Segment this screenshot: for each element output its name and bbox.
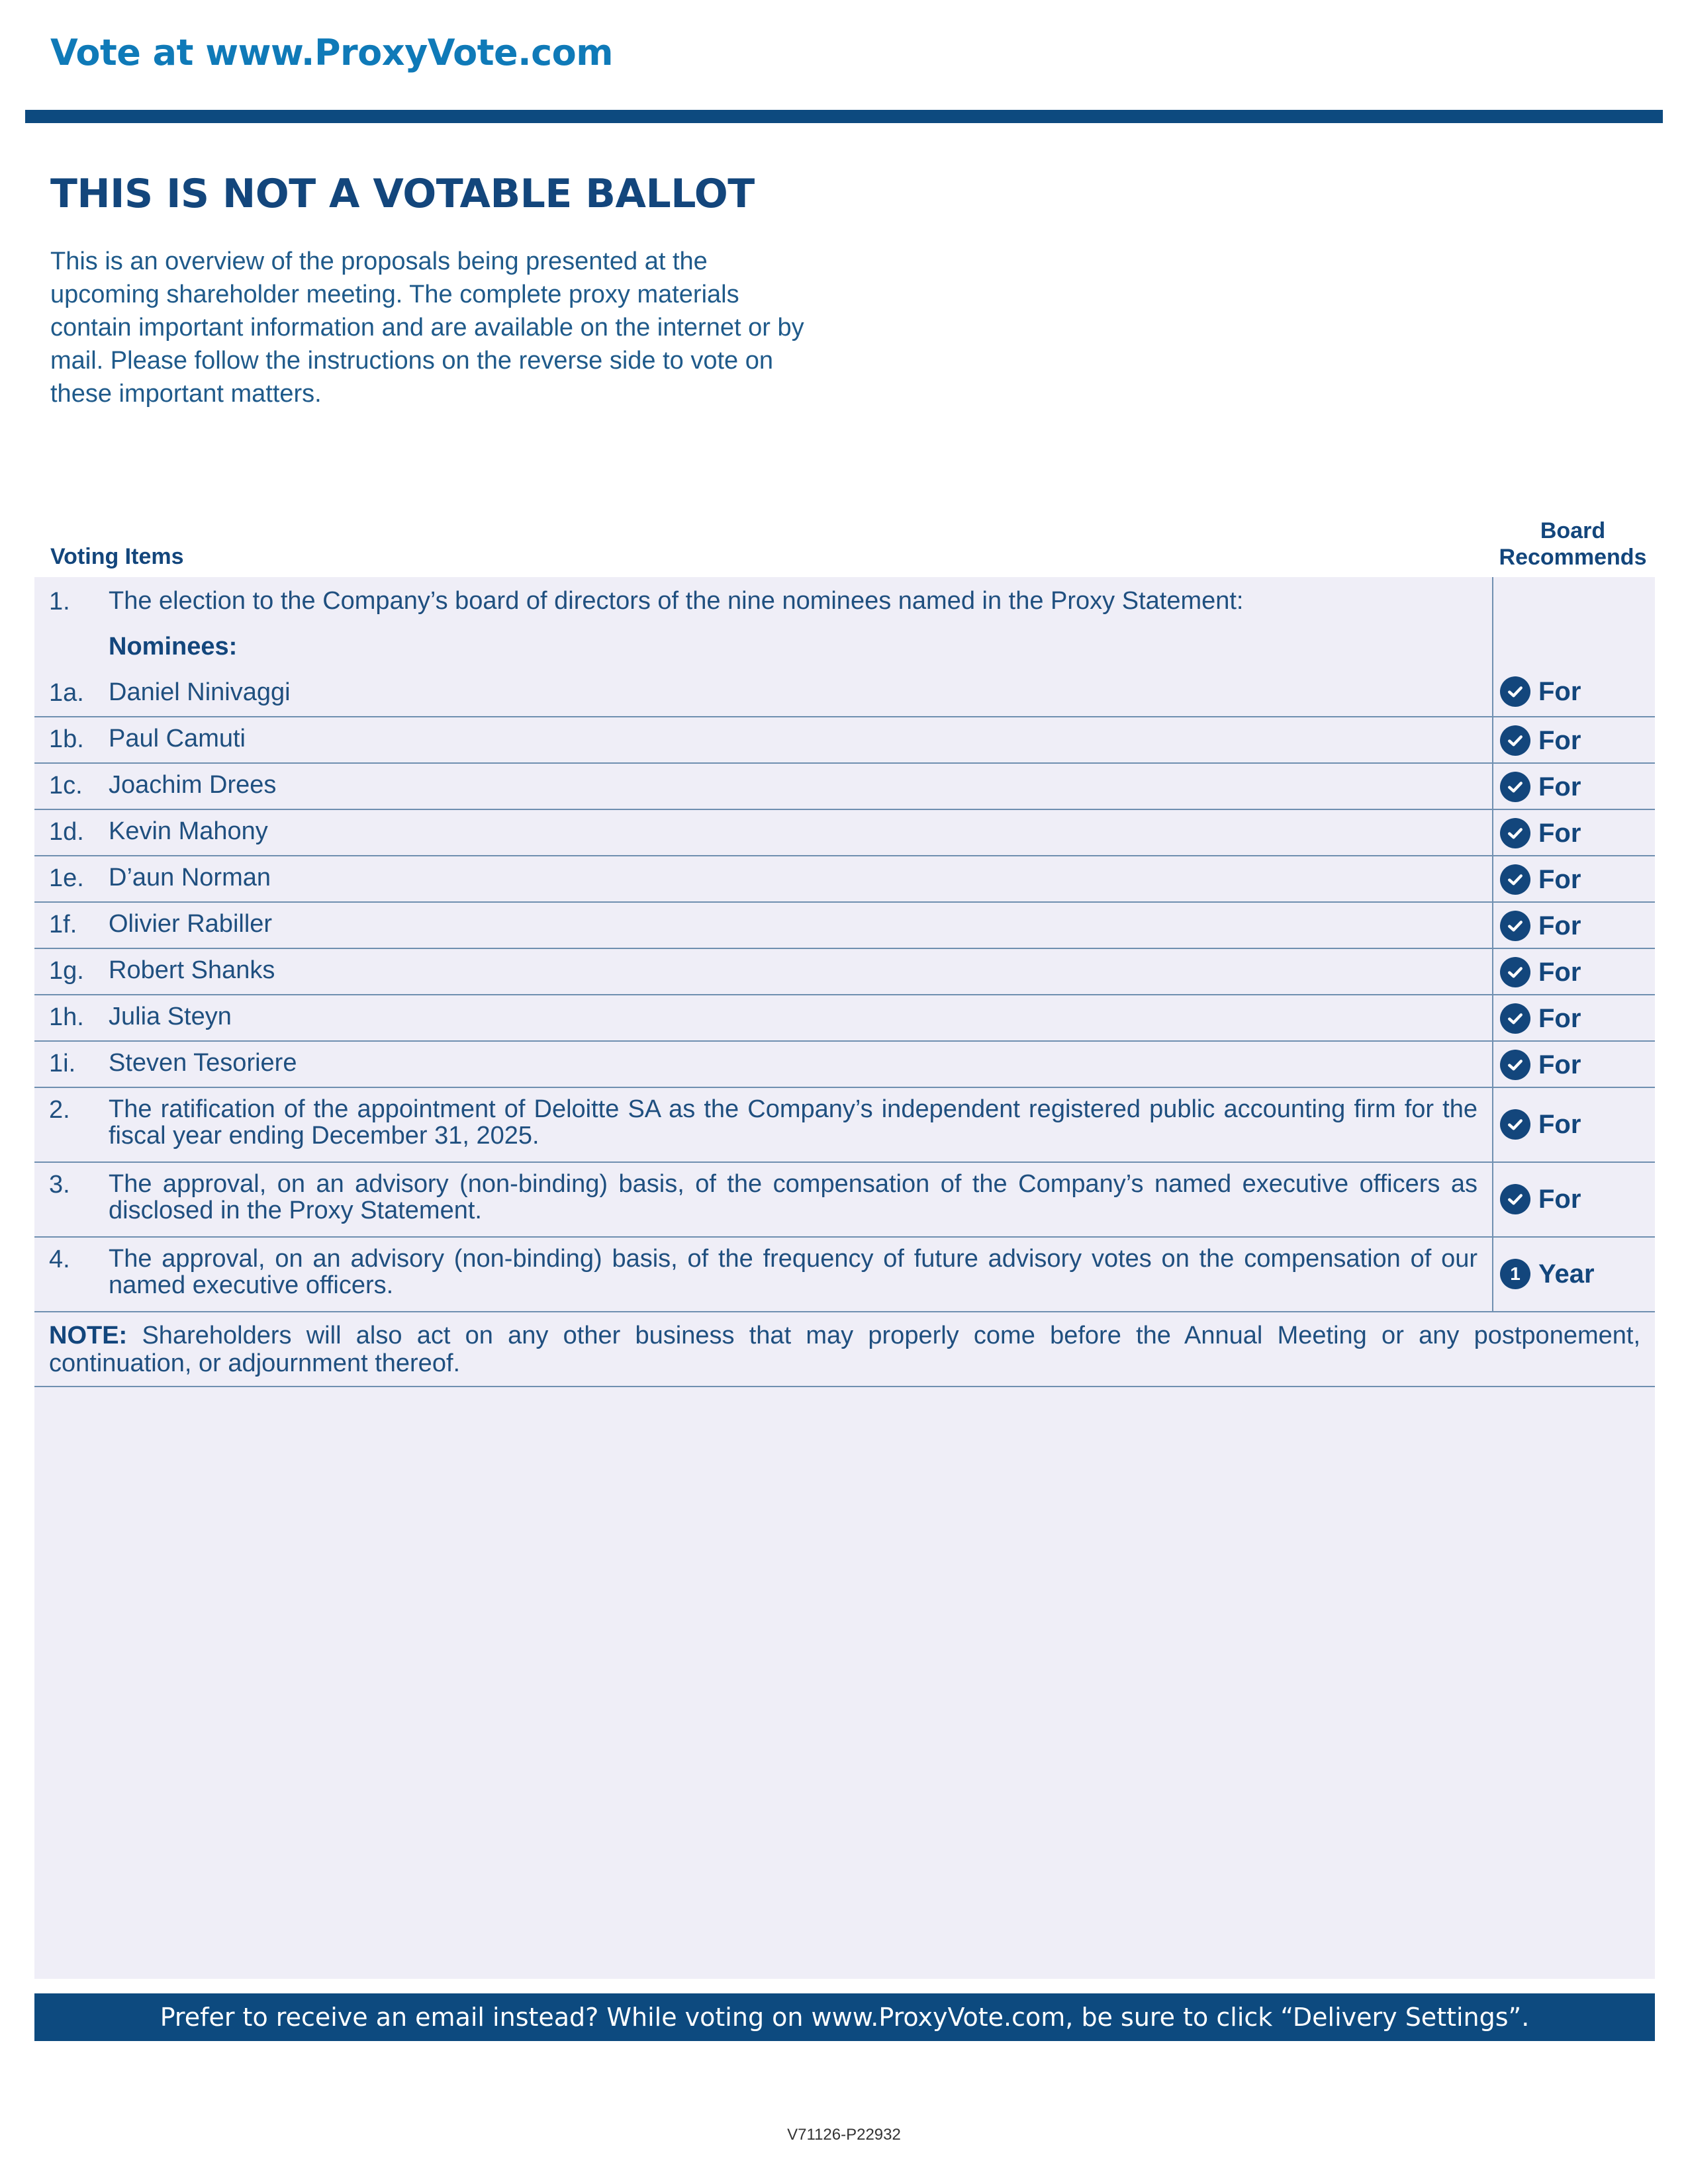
header-divider [25, 110, 1663, 123]
nominee-number: 1e. [49, 864, 84, 892]
table-row-item-3 [34, 1163, 1655, 1238]
recommendation [1500, 1109, 1581, 1140]
recommendation-label: For [1538, 864, 1581, 894]
check-circle-icon [1500, 818, 1530, 848]
nominee-number: 1a. [49, 679, 84, 707]
check-circle-icon [1500, 864, 1530, 895]
recommendation-label: For [1538, 1184, 1581, 1214]
table-row [34, 903, 1655, 949]
check-circle-icon [1500, 957, 1530, 987]
nominee-name: Joachim Drees [109, 771, 277, 799]
board-recommends-line2: Recommends [1499, 545, 1647, 570]
nominee-name: Kevin Mahony [109, 817, 268, 845]
board-recommends-header [1484, 518, 1662, 570]
recommendation-label: Year [1538, 1259, 1595, 1289]
recommendation [1500, 818, 1581, 848]
check-circle-icon [1500, 772, 1530, 802]
nominee-number: 1i. [49, 1050, 76, 1077]
table-row [34, 810, 1655, 856]
item-number: 3. [49, 1171, 70, 1199]
recommendation [1500, 957, 1581, 987]
nominee-number: 1c. [49, 772, 83, 799]
check-circle-icon [1500, 1109, 1530, 1140]
table-row [34, 856, 1655, 903]
nominee-name: Steven Tesoriere [109, 1049, 297, 1077]
job-code: V71126-P22932 [787, 2126, 901, 2144]
table-row-item-1 [34, 577, 1655, 717]
item-text: The election to the Company’s board of directors of the nine nominees named in the Proxy Statement: [109, 587, 1244, 615]
page-title: THIS IS NOT A VOTABLE BALLOT [50, 171, 755, 217]
check-circle-icon [1500, 911, 1530, 941]
recommendation [1500, 1050, 1581, 1080]
email-delivery-banner: Prefer to receive an email instead? While voting on www.ProxyVote.com, be sure to click “Delivery Settings”. [34, 1993, 1655, 2041]
voting-items-table [34, 577, 1655, 1387]
recommendation-label: For [1538, 1050, 1581, 1079]
table-row [34, 764, 1655, 810]
check-circle-icon [1500, 676, 1530, 707]
item-text: The ratification of the appointment of Deloitte SA as the Company’s independent registered public accounting firm for the fiscal year ending December 31, 2025. [109, 1095, 1477, 1150]
recommendation-label: For [1538, 818, 1581, 848]
intro-paragraph: This is an overview of the proposals being presented at the upcoming shareholder meeting. The complete proxy materials contain important information and are available on the internet or by mail. Please follow the instructions on the reverse side to vote on these important matters. [50, 248, 804, 408]
table-row-note [34, 1312, 1655, 1387]
check-circle-icon [1500, 1184, 1530, 1214]
recommendation [1500, 1003, 1581, 1034]
recommendation-label: For [1538, 772, 1581, 801]
note-body: Shareholders will also act on any other business that may properly come before the Annual Meeting or any postponement, continuation, or adjournment thereof. [49, 1322, 1640, 1377]
recommendation [1500, 864, 1581, 895]
nominee-number: 1d. [49, 818, 84, 846]
nominee-name: Paul Camuti [109, 725, 246, 752]
recommendation [1500, 725, 1581, 756]
item-number: 4. [49, 1246, 70, 1273]
check-circle-icon [1500, 725, 1530, 756]
recommendation [1500, 1259, 1595, 1289]
recommendation-label: For [1538, 1109, 1581, 1139]
note-label: NOTE: [49, 1322, 128, 1349]
board-recommends-line1: Board [1540, 518, 1606, 543]
recommendation [1500, 1184, 1581, 1214]
nominee-number: 1h. [49, 1003, 84, 1031]
table-row [34, 717, 1655, 764]
nominee-number: 1g. [49, 957, 84, 985]
table-row-item-2 [34, 1088, 1655, 1163]
table-row-item-4 [34, 1238, 1655, 1312]
nominee-number: 1b. [49, 725, 84, 753]
item-number: 2. [49, 1096, 70, 1124]
recommendation [1500, 911, 1581, 941]
recommendation-label: For [1538, 676, 1581, 706]
item-text: The approval, on an advisory (non-binding) basis, of the compensation of the Company’s named executive officers as disclosed in the Proxy Statement. [109, 1170, 1477, 1224]
table-row [34, 949, 1655, 995]
note-text [49, 1322, 1640, 1377]
recommendation-label: For [1538, 911, 1581, 940]
recommendation-label: For [1538, 725, 1581, 755]
nominees-label: Nominees: [109, 633, 238, 660]
nominee-name: Olivier Rabiller [109, 910, 273, 938]
nominee-name: Julia Steyn [109, 1003, 232, 1030]
vote-website-header: Vote at www.ProxyVote.com [50, 32, 614, 73]
nominee-name: Robert Shanks [109, 956, 275, 984]
check-circle-icon [1500, 1050, 1530, 1080]
check-circle-icon [1500, 1003, 1530, 1034]
item-text: The approval, on an advisory (non-binding) basis, of the frequency of future advisory votes on the compensation of our named executive officers. [109, 1245, 1477, 1299]
item-number: 1. [49, 588, 70, 615]
nominee-name: D’aun Norman [109, 864, 271, 891]
recommendation-label: For [1538, 957, 1581, 987]
recommendation-label: For [1538, 1003, 1581, 1033]
table-row [34, 1042, 1655, 1088]
recommendation [1500, 772, 1581, 802]
number-one-circle-icon: 1 [1500, 1259, 1530, 1289]
nominee-number: 1f. [49, 911, 77, 938]
voting-items-header: Voting Items [50, 544, 184, 569]
table-row [34, 995, 1655, 1042]
recommendation [1500, 676, 1581, 707]
nominee-name: Daniel Ninivaggi [109, 678, 291, 706]
